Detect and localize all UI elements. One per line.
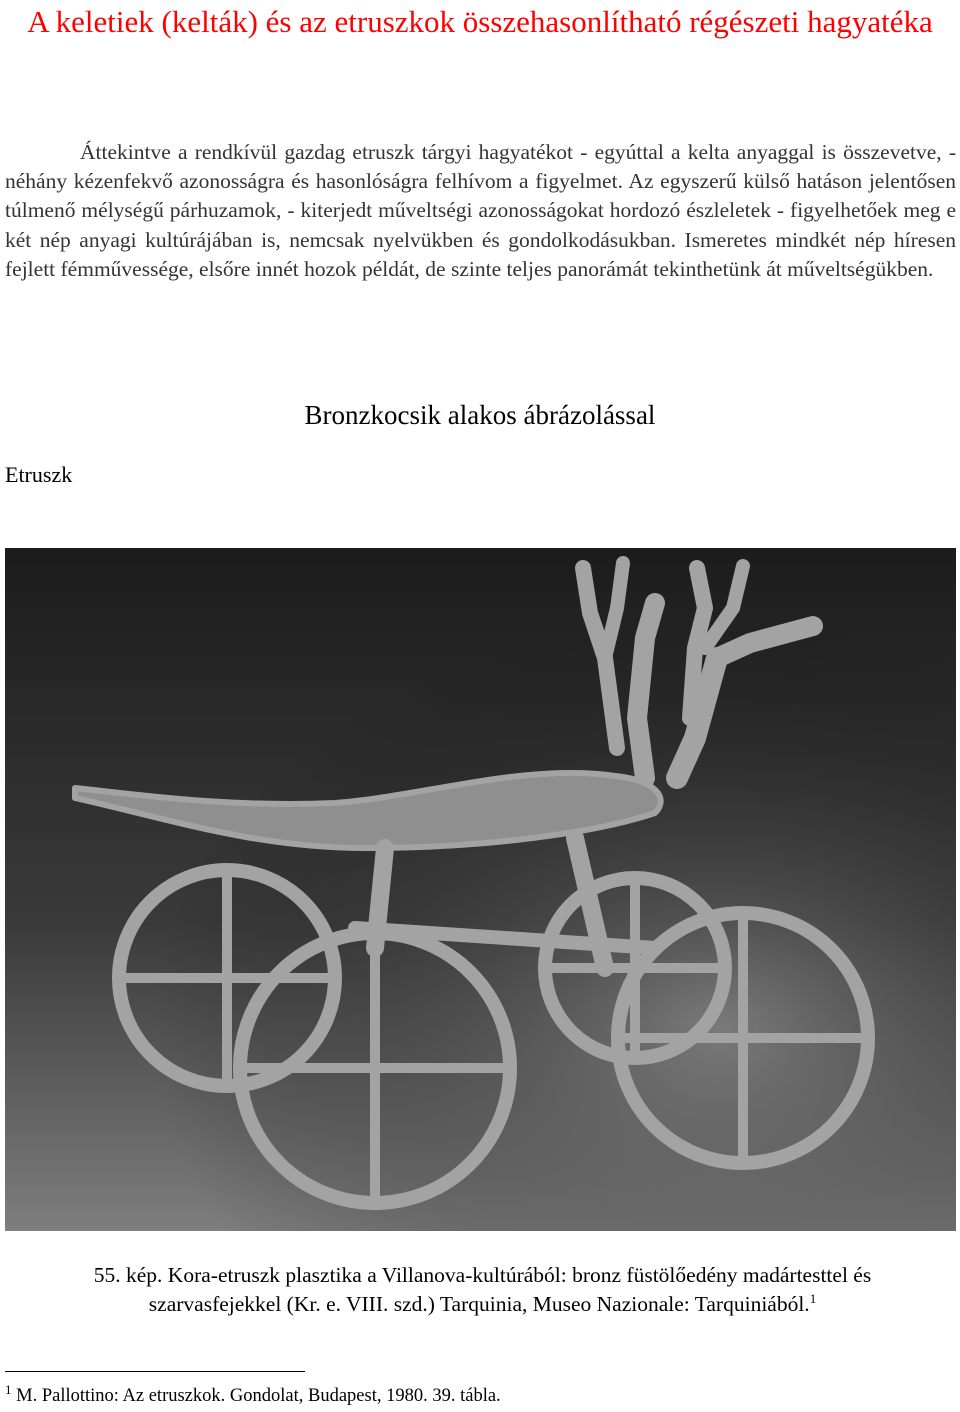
side-label-etruszk: Etruszk bbox=[5, 462, 73, 487]
intro-paragraph: Áttekintve a rendkívül gazdag etruszk tárgyi hagyatékot - egyúttal a kelta anyaggal is összevetve, - néhány kézenfekvő azonosságra és hasonlóságra felhívom a figyelmet. Az egyszerű külső hatáson jelentősen túlmenő mélységű párhuzamok, - kiterjedt műveltségi azonosságokat hordozó észleletek - figyelhetőek meg e két nép anyagi kultúrájában is, nemcsak nyelvükben és gondolkodásukban. Ismeretes mindkét nép híresen fejlett fémművessége, elsőre innét hozok példát, de szinte teljes panorámát tekinthetünk át műveltségükben. bbox=[5, 140, 956, 281]
footnote-number: 1 bbox=[5, 1381, 12, 1397]
footnote-divider bbox=[5, 1371, 305, 1372]
section-heading: Bronzkocsik alakos ábrázolással bbox=[304, 400, 656, 430]
bronze-wagon-photo bbox=[5, 548, 956, 1231]
footnote bbox=[5, 1383, 501, 1409]
footnote-text: M. Pallottino: Az etruszkok. Gondolat, Budapest, 1980. 39. tábla. bbox=[16, 1386, 501, 1406]
page-title: A keletiek (kelták) és az etruszkok összehasonlítható régészeti hagyatéka bbox=[27, 4, 933, 39]
figure-caption bbox=[25, 1261, 940, 1319]
caption-text: 55. kép. Kora-etruszk plasztika a Villanova-kultúrából: bronz füstölőedény madártesttel és szarvasfejekkel (Kr. e. VIII. szd.) Tarquinia, Museo Nazionale: Tarquiniából. bbox=[93, 1263, 872, 1316]
footnote-reference[interactable]: 1 bbox=[809, 1290, 817, 1306]
